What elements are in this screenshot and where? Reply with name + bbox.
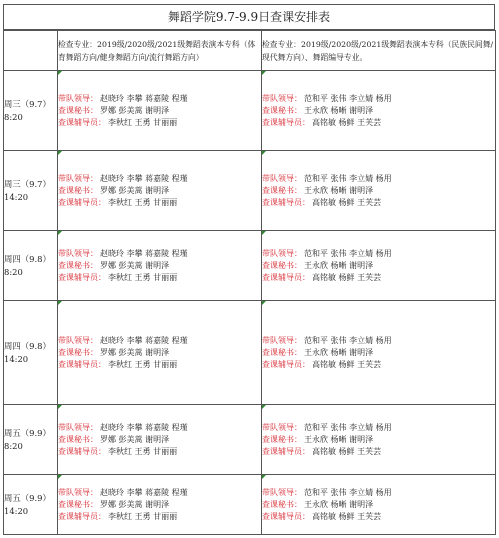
cell-marker [262,151,266,155]
counselor-label: 查课辅导员： [262,511,310,521]
counselor-line [262,511,495,523]
cell-marker [262,231,266,235]
schedule-table [3,30,496,535]
secretary-label: 查课秘书： [58,105,98,115]
session-cell [4,71,58,151]
left-team-cell [58,71,262,151]
leader-names: 范和平 张伟 李立婧 杨用 [304,335,392,345]
session-cell [4,301,58,405]
secretary-label: 查课秘书： [262,347,302,357]
session-day: 周四（9.8） [4,340,51,351]
leader-line [262,335,495,347]
session-day: 周三（9.7） [4,98,51,109]
secretary-names: 王永欣 杨晰 谢明泽 [304,499,374,509]
secretary-label: 查课秘书： [262,499,302,509]
counselor-line [262,272,495,284]
leader-label: 带队领导： [262,93,302,103]
session-cell [4,151,58,231]
cell-marker [262,301,266,305]
session-cell [4,231,58,301]
leader-names: 范和平 张伟 李立婧 杨用 [304,173,392,183]
leader-line [262,173,495,185]
counselor-names: 高铭敏 杨鲜 王芙芸 [312,197,382,207]
leader-label: 带队领导： [58,422,98,432]
leader-names: 赵晓玲 李攀 蒋嘉陵 程瑾 [100,335,188,345]
leader-line [262,422,495,434]
secretary-names: 王永欣 杨晰 谢明泽 [304,260,374,270]
secretary-line [58,260,261,272]
secretary-names: 罗娜 彭美蒿 谢明泽 [100,185,170,195]
leader-line [262,248,495,260]
cell-marker [58,71,62,75]
counselor-label: 查课辅导员： [262,446,310,456]
schedule-rows [4,71,496,535]
header-left: 检查专业：2019级/2020级/2021级舞蹈表演本专科（体育舞蹈方向/健身舞蹈方向/流行舞蹈方向） [58,31,262,71]
counselor-label: 查课辅导员： [58,446,106,456]
counselor-label: 查课辅导员： [262,197,310,207]
secretary-line [58,105,261,117]
counselor-line [58,511,261,523]
left-team-cell [58,475,262,535]
counselor-label: 查课辅导员： [58,272,106,282]
cell-marker [58,475,62,479]
counselor-names: 李秋红 王勇 甘丽丽 [108,272,178,282]
leader-label: 带队领导： [262,335,302,345]
counselor-line [262,359,495,371]
left-team-cell [58,301,262,405]
counselor-line [58,446,261,458]
schedule-row [4,71,496,151]
session-time: 8:20 [4,440,23,451]
leader-names: 赵晓玲 李攀 蒋嘉陵 程瑾 [100,93,188,103]
left-team-cell [58,231,262,301]
leader-names: 赵晓玲 李攀 蒋嘉陵 程瑾 [100,422,188,432]
secretary-line [262,434,495,446]
leader-line [262,93,495,105]
leader-names: 赵晓玲 李攀 蒋嘉陵 程瑾 [100,173,188,183]
session-time: 14:20 [4,191,29,202]
secretary-names: 罗娜 彭美蒿 谢明泽 [100,499,170,509]
secretary-label: 查课秘书： [262,260,302,270]
session-cell [4,475,58,535]
secretary-label: 查课秘书： [262,434,302,444]
right-team-cell [262,71,496,151]
schedule-row [4,151,496,231]
cell-marker [262,405,266,409]
leader-line [58,248,261,260]
session-time: 14:20 [4,505,29,516]
secretary-label: 查课秘书： [58,347,98,357]
leader-names: 赵晓玲 李攀 蒋嘉陵 程瑾 [100,248,188,258]
secretary-names: 罗娜 彭美蒿 谢明泽 [100,260,170,270]
secretary-label: 查课秘书： [262,105,302,115]
session-time: 8:20 [4,266,23,277]
counselor-line [58,272,261,284]
counselor-label: 查课辅导员： [58,511,106,521]
secretary-line [262,105,495,117]
cell-marker [58,231,62,235]
secretary-line [58,185,261,197]
session-time: 14:20 [4,353,29,364]
counselor-label: 查课辅导员： [58,117,106,127]
leader-line [58,335,261,347]
counselor-label: 查课辅导员： [262,359,310,369]
secretary-label: 查课秘书： [58,434,98,444]
cell-marker [262,71,266,75]
secretary-line [58,347,261,359]
secretary-line [262,260,495,272]
counselor-names: 高铭敏 杨鲜 王芙芸 [312,511,382,521]
cell-marker [58,151,62,155]
schedule-row [4,231,496,301]
leader-names: 范和平 张伟 李立婧 杨用 [304,248,392,258]
counselor-names: 李秋红 王勇 甘丽丽 [108,117,178,127]
counselor-line [58,197,261,209]
leader-line [58,173,261,185]
header-empty-cell [4,31,58,71]
right-team-cell [262,151,496,231]
cell-marker [262,475,266,479]
schedule-sheet [3,4,495,534]
leader-names: 范和平 张伟 李立婧 杨用 [304,422,392,432]
session-day: 周五（9.9） [4,492,51,503]
secretary-line [262,499,495,511]
header-row [4,31,496,71]
leader-line [58,487,261,499]
schedule-row [4,405,496,475]
secretary-names: 王永欣 杨晰 谢明泽 [304,185,374,195]
counselor-label: 查课辅导员： [58,197,106,207]
secretary-names: 王永欣 杨晰 谢明泽 [304,347,374,357]
counselor-line [262,446,495,458]
counselor-names: 高铭敏 杨鲜 王芙芸 [312,272,382,282]
right-team-cell [262,231,496,301]
secretary-line [58,434,261,446]
counselor-line [262,117,495,129]
counselor-names: 李秋红 王勇 甘丽丽 [108,359,178,369]
leader-line [262,487,495,499]
secretary-label: 查课秘书： [58,185,98,195]
session-time: 8:20 [4,111,23,122]
leader-label: 带队领导： [58,487,98,497]
leader-names: 范和平 张伟 李立婧 杨用 [304,487,392,497]
counselor-line [58,117,261,129]
right-team-cell [262,405,496,475]
leader-label: 带队领导： [58,173,98,183]
secretary-line [262,185,495,197]
sheet-title: 舞蹈学院9.7-9.9日查课安排表 [3,4,495,30]
leader-line [58,93,261,105]
leader-names: 赵晓玲 李攀 蒋嘉陵 程瑾 [100,487,188,497]
counselor-label: 查课辅导员： [58,359,106,369]
session-cell [4,405,58,475]
cell-marker [58,301,62,305]
counselor-names: 高铭敏 杨鲜 王芙芸 [312,359,382,369]
counselor-names: 李秋红 王勇 甘丽丽 [108,511,178,521]
right-team-cell [262,301,496,405]
leader-label: 带队领导： [58,335,98,345]
secretary-names: 王永欣 杨晰 谢明泽 [304,105,374,115]
secretary-names: 罗娜 彭美蒿 谢明泽 [100,105,170,115]
leader-label: 带队领导： [262,173,302,183]
schedule-row [4,475,496,535]
leader-label: 带队领导： [58,248,98,258]
leader-names: 范和平 张伟 李立婧 杨用 [304,93,392,103]
leader-label: 带队领导： [262,422,302,432]
left-team-cell [58,405,262,475]
left-team-cell [58,151,262,231]
cell-marker [58,405,62,409]
counselor-names: 李秋红 王勇 甘丽丽 [108,446,178,456]
secretary-names: 王永欣 杨晰 谢明泽 [304,434,374,444]
secretary-label: 查课秘书： [58,260,98,270]
leader-label: 带队领导： [262,487,302,497]
secretary-label: 查课秘书： [58,499,98,509]
counselor-line [262,197,495,209]
secretary-names: 罗娜 彭美蒿 谢明泽 [100,347,170,357]
header-right: 检查专业：2019级/2020级/2021级舞蹈表演本专科（民族民间舞/现代舞方向）、舞蹈编导专业。 [262,31,496,71]
counselor-label: 查课辅导员： [262,117,310,127]
session-day: 周五（9.9） [4,427,51,438]
leader-label: 带队领导： [262,248,302,258]
leader-line [58,422,261,434]
secretary-label: 查课秘书： [262,185,302,195]
right-team-cell [262,475,496,535]
counselor-line [58,359,261,371]
counselor-names: 高铭敏 杨鲜 王芙芸 [312,117,382,127]
secretary-line [262,347,495,359]
leader-label: 带队领导： [58,93,98,103]
counselor-names: 李秋红 王勇 甘丽丽 [108,197,178,207]
session-day: 周四（9.8） [4,253,51,264]
secretary-line [58,499,261,511]
session-day: 周三（9.7） [4,178,51,189]
counselor-names: 高铭敏 杨鲜 王芙芸 [312,446,382,456]
secretary-names: 罗娜 彭美蒿 谢明泽 [100,434,170,444]
counselor-label: 查课辅导员： [262,272,310,282]
schedule-row [4,301,496,405]
